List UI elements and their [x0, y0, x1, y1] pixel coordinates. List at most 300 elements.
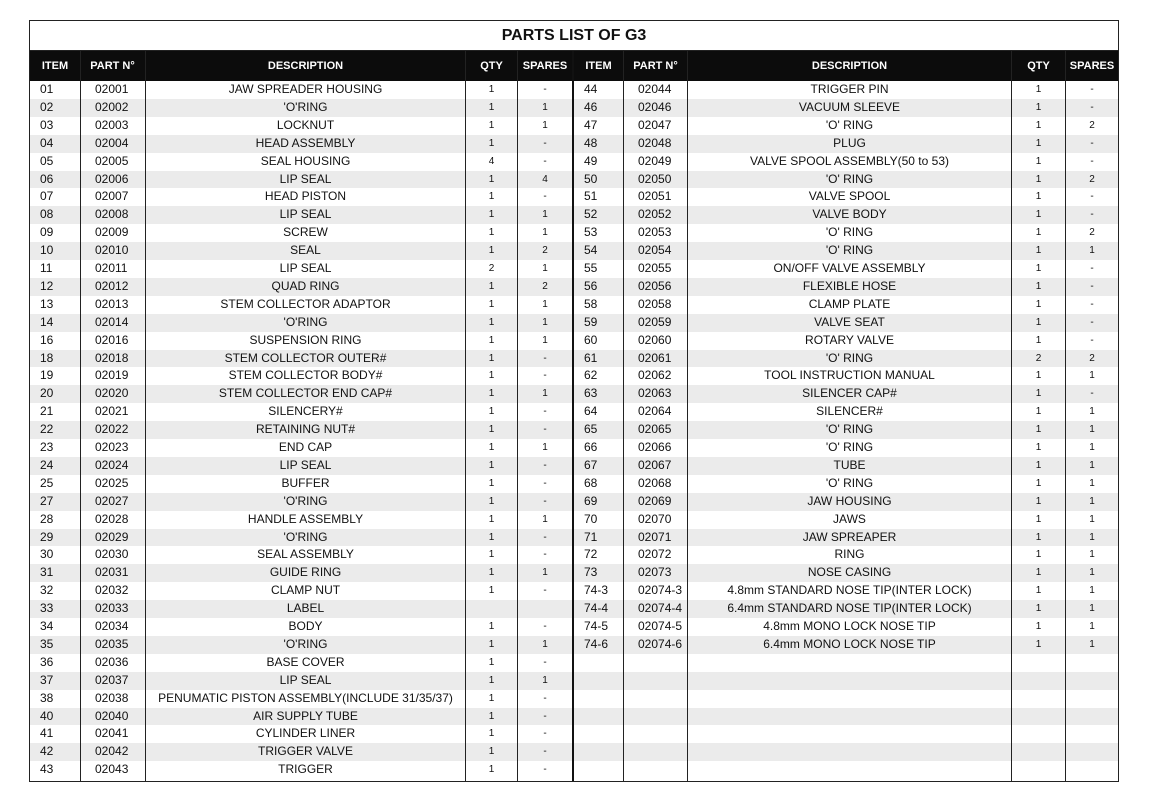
- left-description-cell: LIP SEAL: [279, 171, 332, 186]
- left-qty-cell: 1: [488, 656, 495, 668]
- right-qty-cell: 1: [1035, 280, 1042, 292]
- left-spares-cell: -: [543, 531, 547, 543]
- right-item-cell: 74-6: [584, 636, 609, 651]
- left-item-cell: 11: [40, 261, 53, 275]
- left-spares-cell: -: [543, 692, 547, 704]
- right-part-number-cell: 02074-5: [638, 619, 683, 633]
- left-item-cell: 06: [40, 171, 54, 186]
- left-qty-cell: 1: [488, 334, 495, 346]
- left-spares-cell: -: [543, 459, 547, 471]
- right-item-cell: 74-5: [584, 619, 609, 633]
- right-item-cell: 60: [584, 332, 598, 347]
- right-qty-cell: 1: [1035, 459, 1042, 471]
- right-item-cell: 72: [584, 547, 598, 562]
- right-part-number-cell: 02062: [638, 368, 672, 383]
- left-spares-cell: 1: [542, 334, 548, 346]
- right-description-cell: VALVE SPOOL: [808, 189, 891, 204]
- left-part-number-cell: 02013: [95, 296, 129, 311]
- left-spares-cell: -: [543, 746, 547, 758]
- header-description: DESCRIPTION: [811, 60, 888, 72]
- right-part-number-cell: 02071: [638, 529, 672, 544]
- header-spares: SPARES: [1069, 60, 1115, 72]
- left-qty-cell: 1: [488, 191, 495, 203]
- left-part-number-cell: 02010: [95, 243, 129, 258]
- left-qty-cell: 1: [488, 746, 495, 758]
- left-part-number-cell: 02021: [95, 404, 129, 419]
- right-description-cell: JAWS: [833, 511, 866, 526]
- right-qty-cell: 1: [1035, 155, 1042, 167]
- left-description-cell: BUFFER: [281, 475, 330, 490]
- right-spares-cell: -: [1090, 388, 1094, 400]
- left-description-cell: 'O'RING: [283, 493, 328, 508]
- left-qty-cell: 1: [488, 710, 495, 722]
- left-item-cell: 14: [40, 314, 54, 329]
- left-description-cell: QUAD RING: [271, 278, 340, 293]
- right-description-cell: 'O' RING: [825, 422, 874, 437]
- right-part-number-cell: 02056: [638, 278, 672, 293]
- left-spares-cell: -: [543, 352, 547, 364]
- right-item-cell: 74-4: [584, 601, 609, 616]
- left-spares-cell: [518, 600, 572, 618]
- left-spares-cell: -: [543, 370, 547, 382]
- table-row: [30, 350, 1118, 368]
- right-description-cell: FLEXIBLE HOSE: [802, 278, 897, 293]
- right-part-number-cell: 02058: [638, 296, 672, 311]
- left-item-cell: 13: [40, 296, 54, 311]
- left-item-cell: 38: [40, 690, 54, 705]
- header-spares: SPARES: [522, 60, 568, 72]
- table-row: [30, 439, 1118, 457]
- left-part-number-cell: 02040: [95, 708, 129, 723]
- left-item-cell: 29: [40, 529, 54, 544]
- right-item-cell: 44: [584, 82, 598, 96]
- left-qty-cell: 1: [488, 764, 495, 776]
- left-qty-cell: 1: [488, 495, 495, 507]
- left-description-cell: PENUMATIC PISTON ASSEMBLY(INCLUDE 31/35/37): [158, 690, 453, 705]
- right-part-number-cell: 02066: [638, 440, 672, 454]
- left-part-number-cell: 02001: [95, 82, 129, 96]
- right-part-number-cell: 02073: [638, 565, 672, 580]
- left-description-cell: LABEL: [286, 601, 325, 616]
- right-part-number-cell: 02072: [638, 547, 672, 562]
- right-qty-cell: 1: [1035, 621, 1042, 632]
- left-description-cell: HEAD ASSEMBLY: [255, 135, 356, 150]
- left-part-number-cell: 02008: [95, 207, 129, 222]
- left-qty-cell: 1: [488, 513, 495, 525]
- right-description-cell: VACUUM SLEEVE: [798, 99, 901, 114]
- right-item-cell: 54: [584, 243, 598, 258]
- right-qty-cell: 1: [1035, 101, 1042, 113]
- right-part-number-cell: 02061: [638, 350, 672, 365]
- left-qty-cell: 1: [488, 280, 495, 292]
- right-description-cell: NOSE CASING: [807, 565, 892, 580]
- right-description-cell: CLAMP PLATE: [808, 296, 891, 311]
- left-spares-cell: -: [543, 191, 547, 203]
- table-row: [30, 457, 1118, 475]
- left-item-cell: 16: [40, 332, 54, 347]
- left-spares-cell: 1: [542, 209, 548, 221]
- table-row: [30, 367, 1118, 385]
- right-item-cell: 69: [584, 493, 598, 508]
- left-part-number-cell: 02022: [95, 422, 129, 437]
- right-qty-cell: 1: [1035, 477, 1042, 489]
- table-row: [30, 761, 1118, 779]
- left-part-number-cell: 02005: [95, 153, 129, 168]
- left-item-cell: 37: [40, 672, 54, 687]
- table-row: [30, 332, 1118, 350]
- left-qty-cell: 1: [488, 621, 495, 632]
- table-row: [30, 654, 1118, 672]
- header-qty: QTY: [1027, 60, 1050, 72]
- right-spares-cell: 2: [1089, 352, 1095, 364]
- right-part-number-cell: 02067: [638, 457, 672, 472]
- right-part-number-cell: 02063: [638, 386, 672, 401]
- right-item-cell: 70: [584, 511, 598, 526]
- left-spares-cell: -: [543, 424, 547, 436]
- left-description-cell: 'O'RING: [283, 314, 328, 329]
- parts-list-table: [29, 20, 1119, 782]
- left-part-number-cell: 02012: [95, 278, 129, 293]
- left-description-cell: TRIGGER: [278, 762, 333, 777]
- table-row: [30, 600, 1118, 618]
- right-item-cell: 59: [584, 314, 598, 329]
- left-item-cell: 32: [40, 583, 54, 598]
- left-qty-cell: 1: [488, 388, 495, 400]
- right-part-number-cell: 02060: [638, 332, 672, 347]
- right-part-number-cell: 02054: [638, 243, 672, 258]
- table-row: [30, 135, 1118, 153]
- left-part-number-cell: 02006: [95, 171, 129, 186]
- right-spares-cell: 2: [1089, 173, 1095, 185]
- left-part-number-cell: 02007: [95, 189, 129, 204]
- table-row: [30, 475, 1118, 493]
- left-item-cell: 28: [40, 511, 54, 526]
- right-spares-cell: -: [1090, 263, 1094, 274]
- right-qty-cell: 1: [1035, 316, 1042, 328]
- left-part-number-cell: 02037: [95, 672, 129, 687]
- left-part-number-cell: 02029: [95, 529, 129, 544]
- right-part-number-cell: 02069: [638, 493, 672, 508]
- right-qty-cell: 1: [1035, 424, 1042, 436]
- right-description-cell: 6.4mm MONO LOCK NOSE TIP: [763, 636, 936, 651]
- left-qty-cell: 1: [488, 674, 495, 686]
- left-description-cell: BASE COVER: [266, 654, 345, 669]
- left-part-number-cell: 02030: [95, 547, 129, 562]
- left-qty-cell: 1: [488, 316, 495, 328]
- left-part-number-cell: 02020: [95, 386, 129, 401]
- right-part-number-cell: 02051: [638, 189, 672, 204]
- left-part-number-cell: 02009: [95, 225, 129, 240]
- left-item-cell: 43: [40, 762, 54, 777]
- right-spares-cell: 1: [1089, 621, 1095, 632]
- left-qty-cell: 1: [488, 638, 495, 650]
- left-qty-cell: 1: [488, 728, 495, 740]
- table-row: [30, 403, 1118, 421]
- right-part-number-cell: 02052: [638, 207, 672, 222]
- left-item-cell: 19: [40, 368, 54, 383]
- left-item-cell: 35: [40, 636, 54, 651]
- left-description-cell: CLAMP NUT: [270, 583, 341, 598]
- left-qty-cell: 1: [488, 531, 495, 543]
- right-description-cell: 'O' RING: [825, 475, 874, 490]
- left-item-cell: 02: [40, 99, 54, 114]
- left-spares-cell: 1: [542, 638, 548, 650]
- table-row: [30, 636, 1118, 654]
- table-row: [30, 529, 1118, 547]
- left-description-cell: SEAL HOUSING: [260, 153, 351, 168]
- table-row: [30, 81, 1118, 99]
- left-qty-cell: 1: [488, 352, 495, 364]
- table-row: [30, 546, 1118, 564]
- right-spares-cell: 1: [1089, 459, 1095, 471]
- right-description-cell: SILENCER#: [816, 404, 883, 419]
- left-spares-cell: 1: [542, 567, 548, 579]
- left-item-cell: 04: [40, 135, 54, 150]
- left-spares-cell: 1: [542, 316, 548, 328]
- left-item-cell: 08: [40, 207, 54, 222]
- right-description-cell: PLUG: [833, 135, 866, 150]
- left-part-number-cell: 02024: [95, 457, 129, 472]
- right-spares-cell: 2: [1089, 227, 1095, 239]
- left-spares-cell: -: [543, 549, 547, 561]
- left-item-cell: 40: [40, 708, 54, 723]
- left-qty-cell: 1: [488, 137, 495, 149]
- table-row: [30, 672, 1118, 690]
- right-spares-cell: -: [1090, 298, 1094, 310]
- right-qty-cell: 1: [1035, 227, 1042, 239]
- left-item-cell: 27: [40, 493, 54, 508]
- left-spares-cell: 1: [542, 227, 548, 239]
- right-spares-cell: 1: [1089, 531, 1095, 543]
- left-part-number-cell: 02003: [95, 117, 129, 132]
- table-row: [30, 564, 1118, 582]
- left-part-number-cell: 02014: [95, 314, 129, 329]
- header-item: ITEM: [585, 60, 612, 72]
- left-spares-cell: -: [543, 137, 547, 149]
- left-description-cell: HEAD PISTON: [264, 189, 347, 204]
- table-row: [30, 421, 1118, 439]
- right-part-number-cell: 02047: [638, 117, 672, 132]
- left-description-cell: END CAP: [278, 440, 333, 454]
- left-spares-cell: 2: [542, 245, 548, 257]
- left-qty-cell: 1: [488, 406, 495, 418]
- left-qty-cell: 1: [488, 692, 495, 704]
- table-row: [30, 224, 1118, 242]
- right-item-cell: 74-3: [584, 583, 609, 598]
- table-row: [30, 511, 1118, 529]
- left-item-cell: 12: [40, 278, 54, 293]
- table-row: [30, 117, 1118, 135]
- right-qty-cell: 1: [1035, 388, 1042, 400]
- left-part-number-cell: 02036: [95, 654, 129, 669]
- right-item-cell: 58: [584, 296, 598, 311]
- left-part-number-cell: 02019: [95, 368, 129, 383]
- right-description-cell: ROTARY VALVE: [805, 332, 894, 347]
- right-item-cell: 56: [584, 278, 598, 293]
- table-row: [30, 278, 1118, 296]
- right-item-cell: 71: [584, 529, 598, 544]
- table-row: [30, 314, 1118, 332]
- right-spares-cell: -: [1090, 191, 1094, 203]
- left-description-cell: LIP SEAL: [279, 261, 332, 275]
- left-qty-cell: 4: [488, 155, 495, 167]
- left-part-number-cell: 02031: [95, 565, 129, 580]
- table-row: [30, 296, 1118, 314]
- left-spares-cell: -: [543, 495, 547, 507]
- right-item-cell: 47: [584, 117, 598, 132]
- left-item-cell: 10: [40, 243, 54, 258]
- left-qty-cell: 1: [488, 459, 495, 471]
- left-part-number-cell: 02002: [95, 99, 129, 114]
- table-row: [30, 385, 1118, 403]
- table-row: [30, 242, 1118, 260]
- right-part-number-cell: 02050: [638, 171, 672, 186]
- left-spares-cell: 4: [542, 173, 548, 185]
- right-qty-cell: 1: [1035, 567, 1042, 579]
- right-item-cell: 73: [584, 565, 598, 580]
- right-spares-cell: -: [1090, 137, 1094, 149]
- left-spares-cell: -: [543, 477, 547, 489]
- left-qty-cell: 1: [488, 227, 495, 239]
- right-qty-cell: 1: [1035, 137, 1042, 149]
- left-spares-cell: 2: [542, 280, 548, 292]
- right-spares-cell: 1: [1089, 567, 1095, 579]
- left-description-cell: BODY: [288, 619, 323, 633]
- left-item-cell: 31: [40, 565, 54, 580]
- left-description-cell: JAW SPREADER HOUSING: [228, 82, 383, 96]
- left-description-cell: LIP SEAL: [279, 457, 332, 472]
- left-qty-cell: 1: [488, 424, 495, 436]
- right-spares-cell: 1: [1089, 245, 1095, 257]
- right-qty-cell: 1: [1035, 370, 1042, 382]
- left-qty-cell: 1: [488, 298, 495, 310]
- left-qty-cell: 1: [488, 245, 495, 257]
- left-part-number-cell: 02042: [95, 744, 129, 759]
- left-spares-cell: 1: [542, 263, 548, 274]
- left-part-number-cell: 02033: [95, 601, 129, 616]
- left-part-number-cell: 02035: [95, 636, 129, 651]
- right-qty-cell: 1: [1035, 513, 1042, 525]
- left-part-number-cell: 02028: [95, 511, 129, 526]
- right-qty-cell: 1: [1035, 442, 1042, 453]
- left-spares-cell: -: [543, 621, 547, 632]
- right-description-cell: 'O' RING: [825, 225, 874, 240]
- table-body: [30, 81, 1118, 781]
- left-description-cell: HANDLE ASSEMBLY: [247, 511, 364, 526]
- right-spares-cell: -: [1090, 280, 1094, 292]
- right-qty-cell: 1: [1035, 603, 1042, 615]
- left-part-number-cell: 02034: [95, 619, 129, 633]
- left-qty-cell: 1: [488, 442, 495, 453]
- right-description-cell: JAW SPREAPER: [802, 529, 897, 544]
- left-description-cell: STEM COLLECTOR ADAPTOR: [220, 296, 391, 311]
- right-item-cell: 53: [584, 225, 598, 240]
- right-description-cell: 4.8mm STANDARD NOSE TIP(INTER LOCK): [727, 583, 972, 598]
- right-spares-cell: 1: [1089, 603, 1095, 615]
- table-row: [30, 708, 1118, 726]
- right-description-cell: TUBE: [833, 457, 866, 472]
- right-item-cell: 63: [584, 386, 598, 401]
- right-part-number-cell: 02049: [638, 153, 672, 168]
- left-item-cell: 36: [40, 654, 54, 669]
- right-description-cell: TOOL INSTRUCTION MANUAL: [764, 368, 935, 383]
- right-item-cell: 46: [584, 99, 598, 114]
- right-description-cell: 'O' RING: [825, 440, 874, 454]
- left-part-number-cell: 02027: [95, 493, 129, 508]
- right-spares-cell: 1: [1089, 406, 1095, 418]
- left-description-cell: LIP SEAL: [279, 672, 332, 687]
- left-qty-cell: 1: [488, 370, 495, 382]
- right-qty-cell: 1: [1035, 585, 1042, 597]
- table-row: [30, 260, 1118, 278]
- right-spares-cell: 1: [1089, 549, 1095, 561]
- right-spares-cell: -: [1090, 334, 1094, 346]
- right-description-cell: 4.8mm MONO LOCK NOSE TIP: [763, 619, 936, 633]
- left-description-cell: STEM COLLECTOR OUTER#: [224, 350, 387, 365]
- left-description-cell: 'O'RING: [283, 636, 328, 651]
- left-qty-cell: 2: [488, 263, 495, 274]
- right-part-number-cell: 02068: [638, 475, 672, 490]
- table-row: [30, 690, 1118, 708]
- right-item-cell: 67: [584, 457, 598, 472]
- right-part-number-cell: 02059: [638, 314, 672, 329]
- left-description-cell: SEAL ASSEMBLY: [257, 547, 354, 562]
- table-row: [30, 582, 1118, 600]
- right-item-cell: 62: [584, 368, 598, 383]
- right-description-cell: VALVE BODY: [812, 207, 887, 222]
- left-item-cell: 42: [40, 744, 54, 759]
- left-part-number-cell: 02018: [95, 350, 129, 365]
- left-qty-cell: 1: [488, 101, 495, 113]
- left-item-cell: 41: [40, 726, 54, 741]
- left-description-cell: GUIDE RING: [269, 565, 342, 580]
- right-item-cell: 68: [584, 475, 598, 490]
- left-part-number-cell: 02023: [95, 440, 129, 454]
- left-item-cell: 24: [40, 457, 54, 472]
- table-row: [30, 99, 1118, 117]
- left-part-number-cell: 02041: [95, 726, 129, 741]
- left-qty-cell: 1: [488, 84, 495, 95]
- left-item-cell: 03: [40, 117, 54, 132]
- left-spares-cell: -: [543, 84, 547, 95]
- right-spares-cell: 2: [1089, 119, 1095, 131]
- left-description-cell: STEM COLLECTOR END CAP#: [218, 386, 393, 401]
- table-row: [30, 618, 1118, 636]
- left-spares-cell: -: [543, 585, 547, 597]
- left-spares-cell: -: [543, 155, 547, 167]
- left-item-cell: 18: [40, 350, 54, 365]
- right-qty-cell: 1: [1035, 191, 1042, 203]
- right-spares-cell: -: [1090, 101, 1094, 113]
- right-item-cell: 61: [584, 350, 598, 365]
- left-item-cell: 25: [40, 475, 54, 490]
- left-qty-cell: 1: [488, 209, 495, 221]
- right-part-number-cell: 02044: [638, 82, 672, 96]
- right-description-cell: 'O' RING: [825, 243, 874, 258]
- left-part-number-cell: 02043: [95, 762, 129, 777]
- left-spares-cell: 1: [542, 119, 548, 131]
- table-row: [30, 493, 1118, 511]
- left-description-cell: SILENCERY#: [268, 404, 343, 419]
- right-description-cell: 'O' RING: [825, 350, 874, 365]
- left-description-cell: SEAL: [290, 243, 321, 258]
- header-item: ITEM: [41, 60, 69, 72]
- table-row: [30, 153, 1118, 171]
- left-qty-cell: 1: [488, 477, 495, 489]
- left-part-number-cell: 02038: [95, 690, 129, 705]
- left-description-cell: 'O'RING: [283, 99, 328, 114]
- right-description-cell: VALVE SPOOL ASSEMBLY(50 to 53): [750, 153, 949, 168]
